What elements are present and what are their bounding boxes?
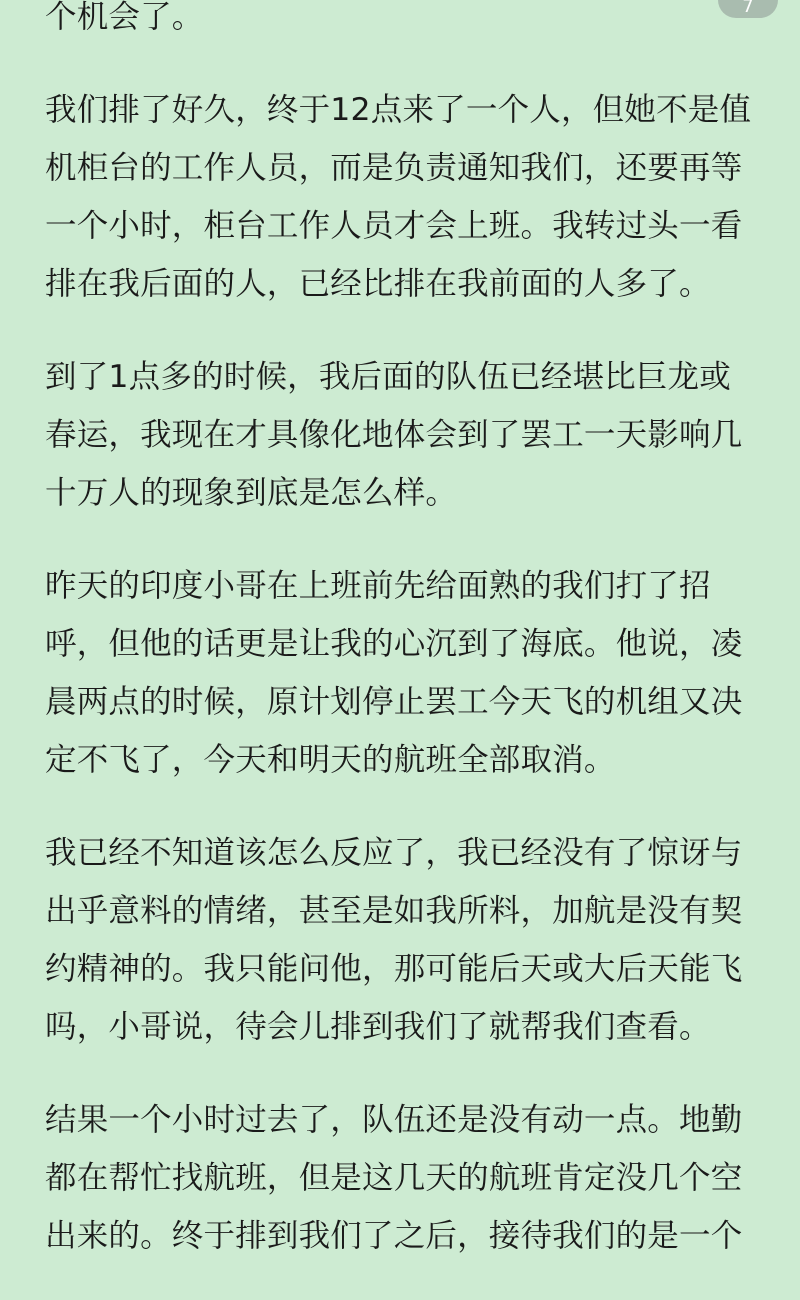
paragraph: 我已经不知道该怎么反应了，我已经没有了惊讶与出乎意料的情绪，甚至是如我所料，加航是没有契约精神的。我只能问他，那可能后天或大后天能飞吗，小哥说，待会儿排到我们了就帮我们查看。	[45, 835, 743, 1045]
page-indicator-number: 7	[742, 0, 754, 17]
paragraph: 我们排了好久，终于12点来了一个人，但她不是值机柜台的工作人员，而是负责通知我们，还要再等一个小时，柜台工作人员才会上班。我转过头一看排在我后面的人，已经比排在我前面的人多了。	[45, 92, 752, 302]
paragraph: 结果一个小时过去了，队伍还是没有动一点。地勤都在帮忙找航班，但是这几天的航班肯定没几个空出来的。终于排到我们了之后，接待我们的是一个	[45, 1102, 743, 1254]
page-indicator-badge	[718, 0, 778, 18]
paragraph: 个机会了。	[45, 0, 204, 35]
paragraph: 到了1点多的时候，我后面的队伍已经堪比巨龙或春运，我现在才具像化地体会到了罢工一天影响几十万人的现象到底是怎么样。	[45, 359, 743, 511]
article-body	[45, 0, 757, 1300]
paragraph: 昨天的印度小哥在上班前先给面熟的我们打了招呼，但他的话更是让我的心沉到了海底。他说，凌晨两点的时候，原计划停止罢工今天飞的机组又决定不飞了，今天和明天的航班全部取消。	[45, 568, 743, 778]
